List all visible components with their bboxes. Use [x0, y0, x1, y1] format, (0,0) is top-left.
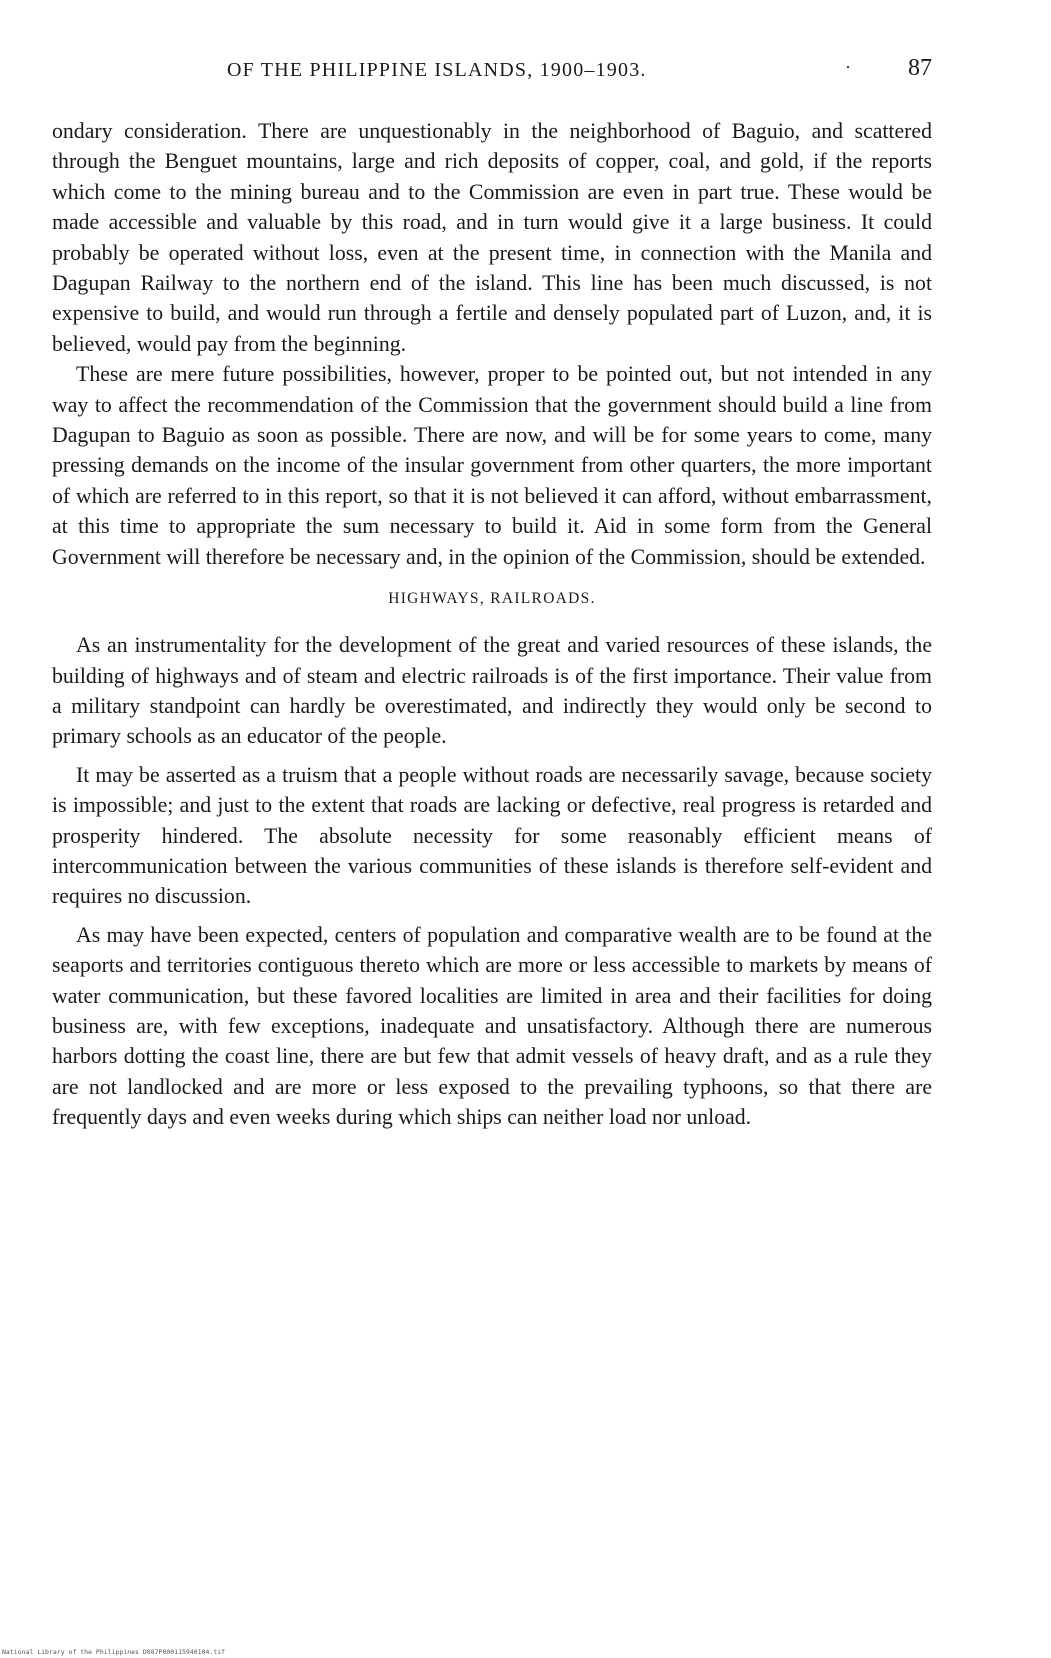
body-text [52, 116, 932, 1133]
scan-footer-note: National Library of the Philippines D087P000115940104.tif [2, 1648, 226, 1656]
running-head [52, 55, 932, 85]
header-separator: · [845, 57, 853, 77]
paragraph-5: As may have been expected, centers of population and comparative wealth are to be found at the seaports and territories contiguous thereto which are more or less accessible to markets by means of water communication, but these favored localities are limited in area and their facilities for doing business are, with few exceptions, inadequate and unsatisfactory. Although there are numerous harbors dotting the coast line, there are but few that admit vessels of heavy draft, and as a rule they are not landlocked and are more or less exposed to the prevailing typhoons, so that there are frequently days and even weeks during which ships can neither load nor unload. [52, 922, 932, 1130]
page-number: 87 [908, 55, 932, 81]
running-title: OF THE PHILIPPINE ISLANDS, 1900–1903. [227, 59, 647, 81]
paragraph-1: ondary consideration. There are unquestionably in the neighborhood of Baguio, and scattered through the Benguet mountains, large and rich deposits of copper, coal, and gold, if the reports which come to the mining bureau and to the Commission are even in part true. These would be made accessible and valuable by this road, and in turn would give it a large business. It could probably be operated without loss, even at the present time, in connection with the Manila and Dagupan Railway to the northern end of the island. This line has been much discussed, is not expensive to build, and would run through a fertile and densely populated part of Luzon, and, it is believed, would pay from the beginning. [52, 119, 932, 356]
paragraph-3: As an instrumentality for the development of the great and varied resources of these islands, the building of highways and of steam and electric railroads is of the first importance. Their value from a military standpoint can hardly be overestimated, and indirectly they would only be second to primary schools as an educator of the people. [52, 633, 932, 749]
section-heading: HIGHWAYS, RAILROADS. [388, 590, 596, 608]
paragraph-4: It may be asserted as a truism that a people without roads are necessarily savage, because society is impossible; and just to the extent that roads are lacking or defective, real progress is retarded and prosperity hindered. The absolute necessity for some reasonably efficient means of intercommunication between the various communities of these islands is therefore self-evident and requires no discussion. [52, 762, 932, 909]
paragraph-2: These are mere future possibilities, however, proper to be pointed out, but not intended in any way to affect the recommendation of the Commission that the government should build a line from Dagupan to Baguio as soon as possible. There are now, and will be for some years to come, many pressing demands on the income of the insular government from other quarters, the more important of which are referred to in this report, so that it is not believed it can afford, without embarrassment, at this time to appropriate the sum necessary to build it. Aid in some form from the General Government will therefore be necessary and, in the opinion of the Commission, should be extended. [52, 362, 932, 569]
